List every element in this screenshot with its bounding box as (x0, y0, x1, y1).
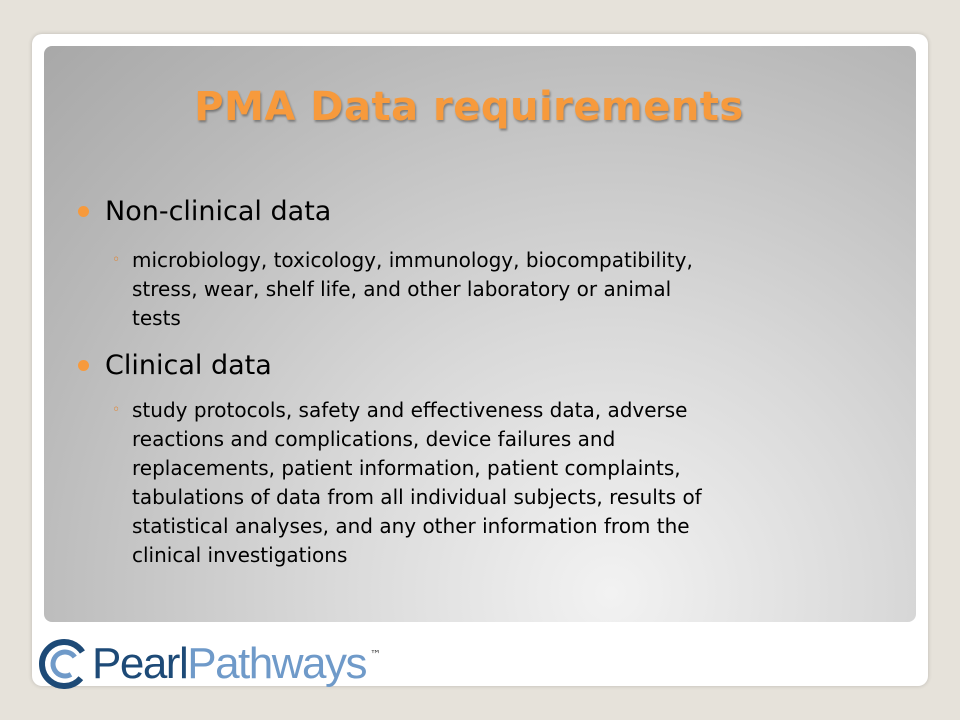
slide-title: PMA Data requirements (194, 84, 744, 130)
sub-bullet-line: tests (132, 306, 181, 330)
bullet-clinical (78, 350, 272, 381)
sub-bullet-line: reactions and complications, device failures and (132, 427, 616, 451)
pearl-pathways-logo (38, 634, 398, 694)
sub-bullet-non-clinical (112, 246, 693, 333)
logo-trademark: ™ (369, 648, 381, 661)
bullet-dot-icon (78, 360, 89, 371)
sub-bullet-line: tabulations of data from all individual subjects, results of (132, 485, 702, 509)
logo-wordmark (92, 639, 366, 689)
bullet-label: Non-clinical data (105, 196, 332, 227)
sub-bullet-line: microbiology, toxicology, immunology, biocompatibility, (132, 248, 693, 272)
logo-swirl-icon (38, 638, 90, 690)
sub-bullet-ring-icon: ◦ (112, 402, 121, 418)
logo-text-pathways: Pathways (187, 639, 366, 688)
sub-bullet-line: stress, wear, shelf life, and other laboratory or animal (132, 277, 672, 301)
sub-bullet-text (132, 396, 702, 570)
bullet-dot-icon (78, 206, 89, 217)
sub-bullet-ring-icon: ◦ (112, 252, 121, 268)
sub-bullet-line: replacements, patient information, patient complaints, (132, 456, 681, 480)
sub-bullet-clinical (112, 396, 702, 570)
logo-text-pearl: Pearl (92, 639, 188, 688)
sub-bullet-line: statistical analyses, and any other information from the (132, 514, 690, 538)
sub-bullet-text (132, 246, 693, 333)
sub-bullet-line: clinical investigations (132, 543, 348, 567)
bullet-label: Clinical data (105, 350, 272, 381)
bullet-non-clinical (78, 196, 331, 227)
sub-bullet-line: study protocols, safety and effectiveness data, adverse (132, 398, 688, 422)
